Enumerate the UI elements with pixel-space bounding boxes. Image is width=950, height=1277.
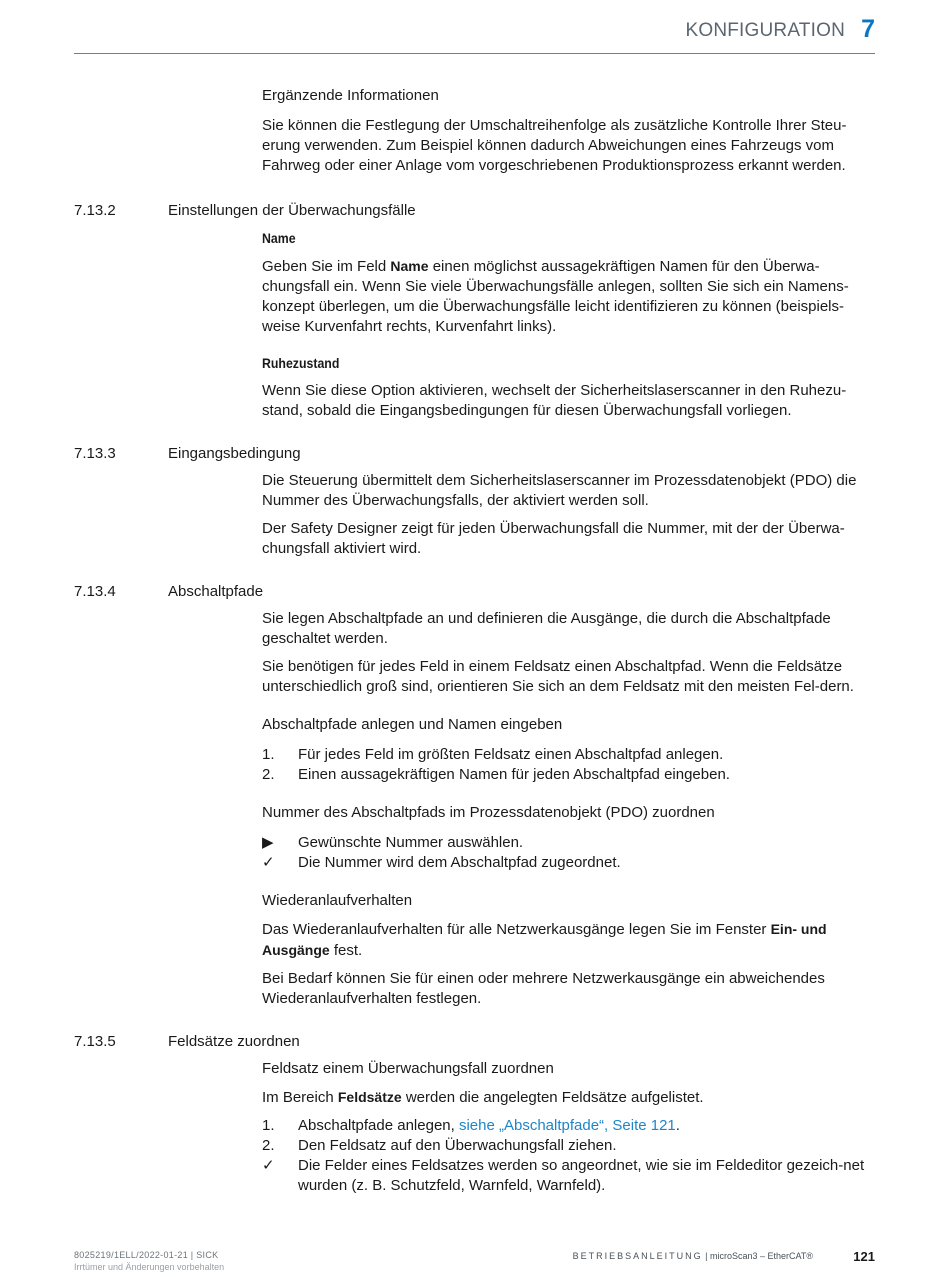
list-item: [262, 853, 874, 873]
rest-text: Wenn Sie diese Option aktivieren, wechselt der Sicherheitslaserscanner in den Ruhezu-stand, sobald die Eingangsbedingungen für diesen Überwachungsfall vorliegen.: [262, 382, 847, 419]
result-text: Die Nummer wird dem Abschaltpfad zugeordnet.: [298, 854, 621, 871]
text-run: Das Wiederanlaufverhalten für alle Netzwerkausgänge legen Sie im Fenster: [262, 921, 771, 938]
subheading: Wiederanlaufverhalten: [262, 892, 413, 909]
section-title: Einstellungen der Überwachungsfälle: [168, 202, 416, 219]
section-number: 7.13.2: [74, 202, 116, 219]
checkmark-icon: ✓: [262, 1157, 275, 1174]
section-number: 7.13.3: [74, 445, 116, 462]
section-title: Feldsätze zuordnen: [168, 1033, 300, 1050]
intro-heading: Ergänzende Informationen: [262, 87, 439, 104]
rest-heading: Ruhezustand: [262, 355, 340, 371]
subheading: Nummer des Abschaltpfads im Prozessdatenobjekt (PDO) zuordnen: [262, 804, 715, 821]
result-text: Die Felder eines Feldsatzes werden so angeordnet, wie sie im Feldeditor gezeich-net wurden (z. B. Schutzfeld, Warnfeld, Warnfeld).: [298, 1157, 865, 1194]
page-content: [0, 86, 950, 1196]
text-run: .: [675, 1117, 680, 1134]
subheading: Feldsatz einem Überwachungsfall zuordnen: [262, 1060, 554, 1077]
section-heading-7133: [0, 443, 950, 465]
checkmark-icon: ✓: [262, 854, 275, 871]
text-run: fest.: [329, 942, 363, 959]
cross-reference-link[interactable]: siehe „Abschaltpfade“, Seite 121: [458, 1117, 676, 1134]
product-name: | microScan3 – EtherCAT®: [702, 1251, 813, 1261]
document-type: BETRIEBSANLEITUNG: [572, 1251, 703, 1261]
paragraph: Sie benötigen für jedes Feld in einem Feldsatz einen Abschaltpfad. Wenn die Feldsätze unterschiedlich groß sind, orientieren Sie sich an dem Feldsatz mit den meisten Fel-dern.: [262, 658, 854, 695]
chapter-title: KONFIGURATION: [685, 20, 845, 41]
play-arrow-icon: ▶: [262, 834, 274, 851]
paragraph: Bei Bedarf können Sie für einen oder mehrere Netzwerkausgänge ein abweichendes Wiederanlaufverhalten festlegen.: [262, 970, 825, 1007]
text-run: einen möglichst aussagekräftigen Namen für den Überwa-chungsfall ein. Wenn Sie viele Überwachungsfälle anlegen, sollten Sie sich ein Namens-konzept überlegen, um die Überwachungsfälle leicht identifizieren zu können (beispiels-weise Kurvenfahrt rechts, Kurvenfahrt links).: [262, 258, 849, 335]
ui-term: Ein- und Ausgänge: [262, 921, 827, 958]
document-id: 8025219/1ELL/2022-01-21 | SICK: [74, 1250, 219, 1260]
chapter-number: 7: [861, 15, 875, 43]
list-item: [262, 1156, 874, 1196]
list-item: [262, 1136, 874, 1156]
section-heading-7132: [0, 200, 950, 222]
intro-text: Sie können die Festlegung der Umschaltreihenfolge als zusätzliche Kontrolle Ihrer Steu-erung verwenden. Zum Beispiel können dadurch Abweichungen eines Fahrzeugs vom Fahrweg oder einer Anlage vom vorgeschriebenen Produktionsprozess erkannt werden.: [262, 117, 847, 174]
list-item: [262, 765, 874, 785]
step-number: 2.: [262, 766, 275, 783]
section-body-7134: [262, 609, 874, 1009]
section-body-7135: [262, 1059, 874, 1196]
step-number: 1.: [262, 746, 275, 763]
list-item: [262, 1116, 874, 1136]
step-number: 1.: [262, 1117, 275, 1134]
section-number: 7.13.4: [74, 583, 116, 600]
disclaimer: Irrtümer und Änderungen vorbehalten: [74, 1262, 225, 1272]
footer-product-info: [573, 1251, 813, 1261]
name-text: [262, 256, 874, 337]
text-run: werden die angelegten Feldsätze aufgelistet.: [401, 1089, 704, 1106]
intro-block: [262, 86, 874, 176]
step-text: Für jedes Feld im größten Feldsatz einen Abschaltpfad anlegen.: [298, 746, 724, 763]
paragraph: Die Steuerung übermittelt dem Sicherheitslaserscanner im Prozessdatenobjekt (PDO) die Nummer des Überwachungsfalls, der aktiviert werden soll.: [262, 472, 857, 509]
list-item: [262, 833, 874, 853]
section-number: 7.13.5: [74, 1033, 116, 1050]
step-text: Einen aussagekräftigen Namen für jeden Abschaltpfad eingeben.: [298, 766, 730, 783]
step-number: 2.: [262, 1137, 275, 1154]
actions-list: [262, 833, 874, 873]
subheading: Abschaltpfade anlegen und Namen eingeben: [262, 716, 563, 733]
section-title: Abschaltpfade: [168, 583, 264, 600]
paragraph: [262, 919, 874, 961]
steps-list: [262, 1116, 874, 1196]
text-run: Geben Sie im Feld: [262, 258, 391, 275]
paragraph: Sie legen Abschaltpfade an und definieren die Ausgänge, die durch die Abschaltpfade geschaltet werden.: [262, 610, 831, 647]
section-title: Eingangsbedingung: [168, 445, 301, 462]
list-item: [262, 745, 874, 765]
name-heading: Name: [262, 230, 296, 246]
section-heading-7135: [0, 1031, 950, 1053]
section-heading-7134: [0, 581, 950, 603]
steps-list: [262, 745, 874, 785]
ui-term: Feldsätze: [337, 1089, 402, 1105]
section-body-7132: [262, 228, 874, 421]
paragraph: Der Safety Designer zeigt für jeden Überwachungsfall die Nummer, mit der der Überwa-chungsfall aktiviert wird.: [262, 520, 845, 557]
action-text: Gewünschte Nummer auswählen.: [298, 834, 524, 851]
step-text: Abschaltpfade anlegen,: [298, 1117, 459, 1134]
page-number: 121: [853, 1249, 875, 1264]
footer-document-info: [74, 1249, 224, 1273]
text-run: Im Bereich: [262, 1089, 338, 1106]
page-header: [74, 0, 875, 54]
step-text: Den Feldsatz auf den Überwachungsfall ziehen.: [298, 1137, 617, 1154]
paragraph: [262, 1087, 874, 1108]
section-body-7133: [262, 471, 874, 559]
ui-term: Name: [390, 258, 429, 274]
